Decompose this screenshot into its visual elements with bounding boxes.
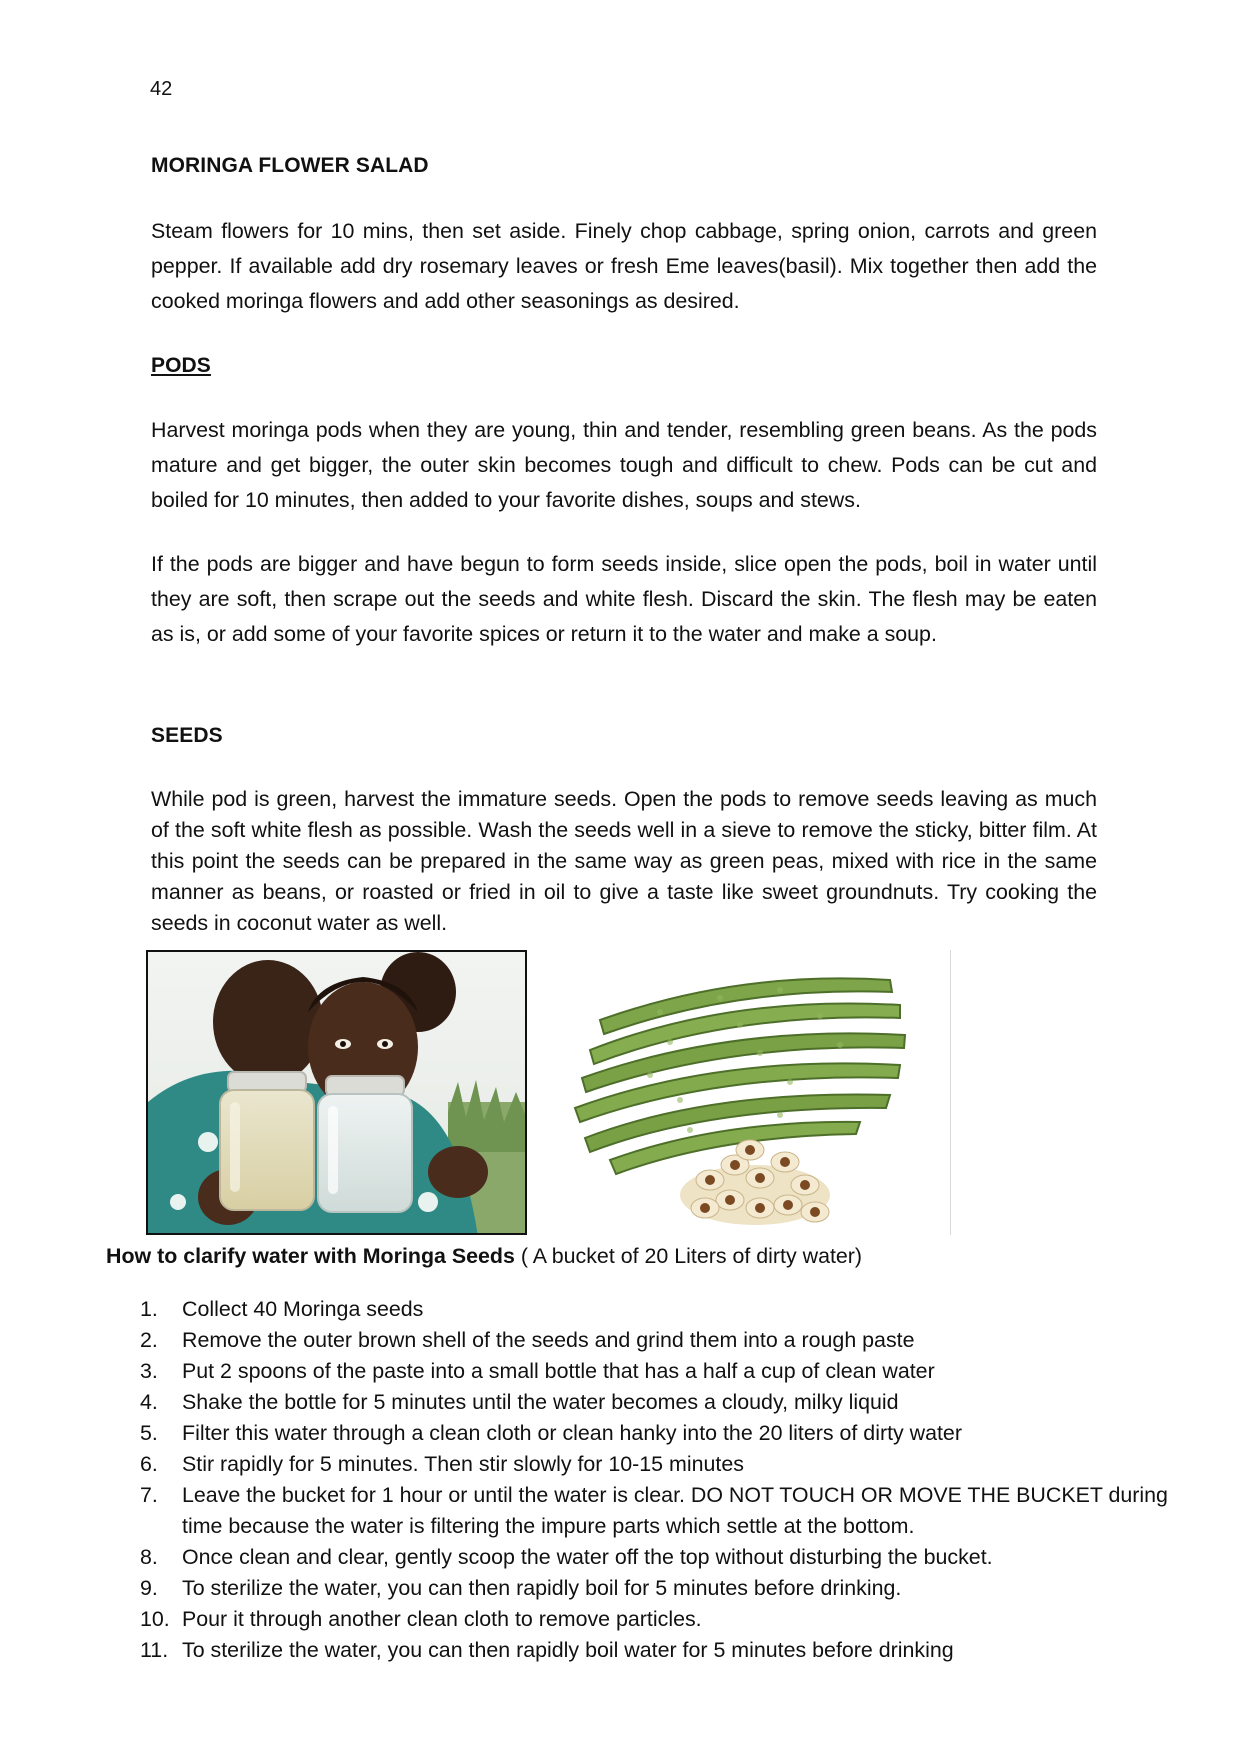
water-steps-list	[140, 1294, 1202, 1666]
moringa-pods-illustration	[560, 950, 950, 1235]
list-item	[140, 1542, 1202, 1573]
step-text: Shake the bottle for 5 minutes until the water becomes a cloudy, milky liquid	[182, 1390, 899, 1414]
list-item	[140, 1604, 1202, 1635]
step-text: Filter this water through a clean cloth or clean hanky into the 20 liters of dirty water	[182, 1421, 962, 1445]
step-number: 5.	[140, 1421, 158, 1445]
pods-paragraph-1: Harvest moringa pods when they are young, thin and tender, resembling green beans. As the pods mature and get bigger, the outer skin becomes tough and difficult to chew. Pods can be cut and boiled for 10 minutes, then added to your favorite dishes, soups and stews.	[151, 418, 1097, 512]
seeds-text: While pod is green, harvest the immature seeds. Open the pods to remove seeds leaving as much of the soft white flesh as possible. Wash the seeds well in a sieve to remove the sticky, bitter film. At this point the seeds can be prepared in the same way as green peas, mixed with rice in the same manner as beans, or roasted or fried in oil to give a taste like sweet groundnuts. Try cooking the seeds in coconut water as well.	[151, 787, 1097, 935]
step-text: Put 2 spoons of the paste into a small bottle that has a half a cup of clean water	[182, 1359, 935, 1383]
pods-paragraph-2: If the pods are bigger and have begun to form seeds inside, slice open the pods, boil in water until they are soft, then scrape out the seeds and white flesh. Discard the skin. The flesh may be eaten as is, or add some of your favorite spices or return it to the water and make a soup.	[151, 552, 1097, 646]
flower-salad-text: Steam flowers for 10 mins, then set aside. Finely chop cabbage, spring onion, carrots and green pepper. If available add dry rosemary leaves or fresh Eme leaves(basil). Mix together then add the cooked moringa flowers and add other seasonings as desired.	[151, 219, 1097, 313]
step-text: Collect 40 Moringa seeds	[182, 1297, 424, 1321]
list-item	[140, 1387, 1202, 1418]
water-clarify-title-note: ( A bucket of 20 Liters of dirty water)	[514, 1244, 863, 1268]
step-text: To sterilize the water, you can then rapidly boil for 5 minutes before drinking.	[182, 1576, 902, 1600]
step-text: Once clean and clear, gently scoop the water off the top without disturbing the bucket.	[182, 1545, 993, 1569]
step-number: 8.	[140, 1545, 158, 1569]
step-text: Leave the bucket for 1 hour or until the water is clear. DO NOT TOUCH OR MOVE THE BUCKET during time because the water is filtering the impure parts which settle at the bottom.	[182, 1483, 1168, 1538]
step-number: 2.	[140, 1328, 158, 1352]
seeds-heading: SEEDS	[151, 724, 223, 747]
step-number: 1.	[140, 1297, 158, 1321]
step-number: 4.	[140, 1390, 158, 1414]
list-item	[140, 1480, 1202, 1542]
water-clarify-title-bold: How to clarify water with Moringa Seeds	[106, 1244, 515, 1268]
list-item	[140, 1294, 1202, 1325]
step-number: 7.	[140, 1483, 158, 1507]
step-text: Pour it through another clean cloth to remove particles.	[182, 1607, 702, 1631]
water-clarify-title	[106, 1244, 862, 1269]
list-item	[140, 1449, 1202, 1480]
step-number: 3.	[140, 1359, 158, 1383]
water-jars-illustration	[148, 952, 527, 1235]
step-number: 10.	[140, 1607, 170, 1631]
step-number: 6.	[140, 1452, 158, 1476]
list-item	[140, 1573, 1202, 1604]
step-number: 9.	[140, 1576, 158, 1600]
list-item	[140, 1418, 1202, 1449]
pods-heading: PODS	[151, 354, 211, 377]
flower-salad-heading: MORINGA FLOWER SALAD	[151, 154, 429, 177]
list-item	[140, 1325, 1202, 1356]
list-item	[140, 1635, 1202, 1666]
step-text: Stir rapidly for 5 minutes. Then stir slowly for 10-15 minutes	[182, 1452, 744, 1476]
step-text: To sterilize the water, you can then rapidly boil water for 5 minutes before drinking	[182, 1638, 954, 1662]
page-number: 42	[150, 78, 173, 100]
step-text: Remove the outer brown shell of the seeds and grind them into a rough paste	[182, 1328, 915, 1352]
list-item	[140, 1356, 1202, 1387]
moringa-pods-photo	[560, 950, 951, 1235]
water-jars-photo	[146, 950, 527, 1235]
step-number: 11.	[140, 1638, 169, 1662]
